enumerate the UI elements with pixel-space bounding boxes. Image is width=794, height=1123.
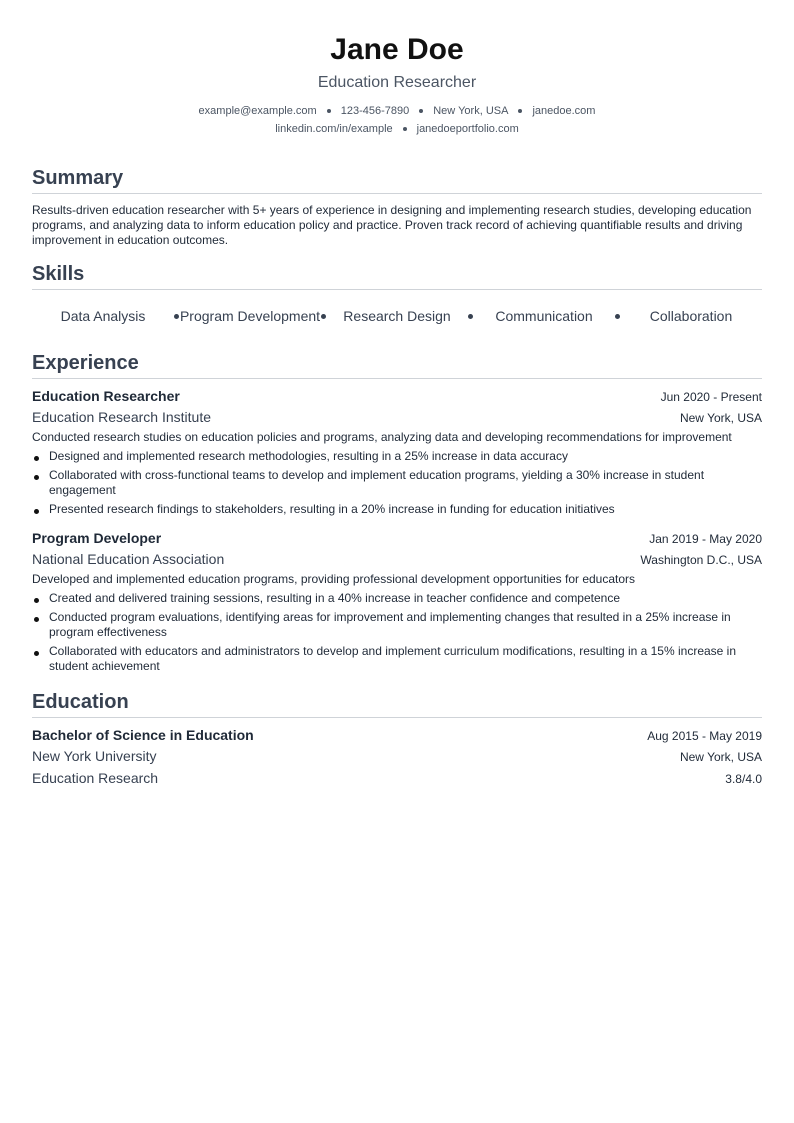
skill-item: Research Design [343,307,451,324]
skills-list [32,299,762,333]
skills-section [32,262,762,333]
achievement-item: Collaborated with cross-functional teams to develop and implement education programs, yielding a 30% increase in student engagement [32,468,762,498]
job-organization: Education Research Institute [32,409,211,425]
job-organization: National Education Association [32,551,225,567]
experience-section [32,351,762,674]
contact-email[interactable]: example@example.com [198,105,317,117]
achievement-item: Presented research findings to stakeholders, resulting in a 20% increase in funding for education initiatives [32,502,762,517]
contact-location: New York, USA [433,105,509,117]
job-description: Developed and implemented education programs, providing professional development opportunities for educators [32,572,636,586]
entry-org-row [32,746,762,768]
summary-text: Results-driven education researcher with 5+ years of experience in designing and implementing research studies, developing education programs, and analyzing data to inform education policy and practice. Proven track record of achieving quantifiable results and driving improvement in education outcomes. [32,203,752,247]
job-title: Program Developer [32,530,162,546]
education-entry [32,726,762,790]
experience-entry [32,387,762,517]
separator-dot [327,109,331,113]
contact-portfolio[interactable]: janedoeportfolio.com [416,123,519,135]
contact-info [32,102,762,138]
entry-org-row [32,407,762,429]
field-of-study: Education Research [32,770,159,786]
candidate-name: Jane Doe [330,33,464,66]
job-dates: Jun 2020 - Present [660,390,762,404]
gpa: 3.8/4.0 [725,772,762,786]
achievement-item: Conducted program evaluations, identifying areas for improvement and implementing changes that resulted in a 25% increase in program effectiveness [32,610,762,640]
resume-page [32,0,762,790]
achievement-item: Collaborated with educators and administrators to develop and implement curriculum modifications, resulting in a 15% increase in student achievement [32,644,762,674]
job-description: Conducted research studies on education policies and programs, analyzing data and developing recommendations for improvement [32,430,732,444]
degree-title: Bachelor of Science in Education [32,727,254,743]
education-section [32,690,762,790]
separator-dot [419,109,423,113]
resume-header [32,0,762,138]
education-dates: Aug 2015 - May 2019 [647,729,762,743]
entry-field-row [32,768,762,790]
contact-website[interactable]: janedoe.com [532,105,596,117]
summary-section [32,166,762,248]
separator-dot [403,127,407,131]
skill-item: Data Analysis [60,307,146,324]
contact-phone[interactable]: 123-456-7890 [340,105,410,117]
candidate-title: Education Researcher [317,74,477,91]
contact-row-2 [32,120,762,138]
skill-item: Program Development [179,307,321,324]
entry-header-row [32,387,762,407]
job-location: New York, USA [679,411,762,425]
job-achievements [32,449,762,517]
education-heading: Education [32,690,762,718]
skill-item: Collaboration [649,307,733,324]
achievement-item: Designed and implemented research methodologies, resulting in a 25% increase in data accuracy [32,449,762,464]
achievement-item: Created and delivered training sessions, resulting in a 40% increase in teacher confidence and competence [32,591,762,606]
entry-org-row [32,549,762,571]
job-location: Washington D.C., USA [640,553,762,567]
job-dates: Jan 2019 - May 2020 [649,532,762,546]
entry-header-row [32,726,762,746]
separator-dot [518,109,522,113]
summary-heading: Summary [32,166,762,194]
job-title: Education Researcher [32,388,180,404]
entry-header-row [32,529,762,549]
experience-heading: Experience [32,351,762,379]
school-name: New York University [32,748,157,764]
contact-row-1 [32,102,762,120]
experience-entry [32,529,762,674]
contact-linkedin[interactable]: linkedin.com/in/example [275,123,393,135]
skill-item: Communication [495,307,593,324]
school-location: New York, USA [679,750,762,764]
skills-heading: Skills [32,262,762,290]
job-achievements [32,591,762,674]
